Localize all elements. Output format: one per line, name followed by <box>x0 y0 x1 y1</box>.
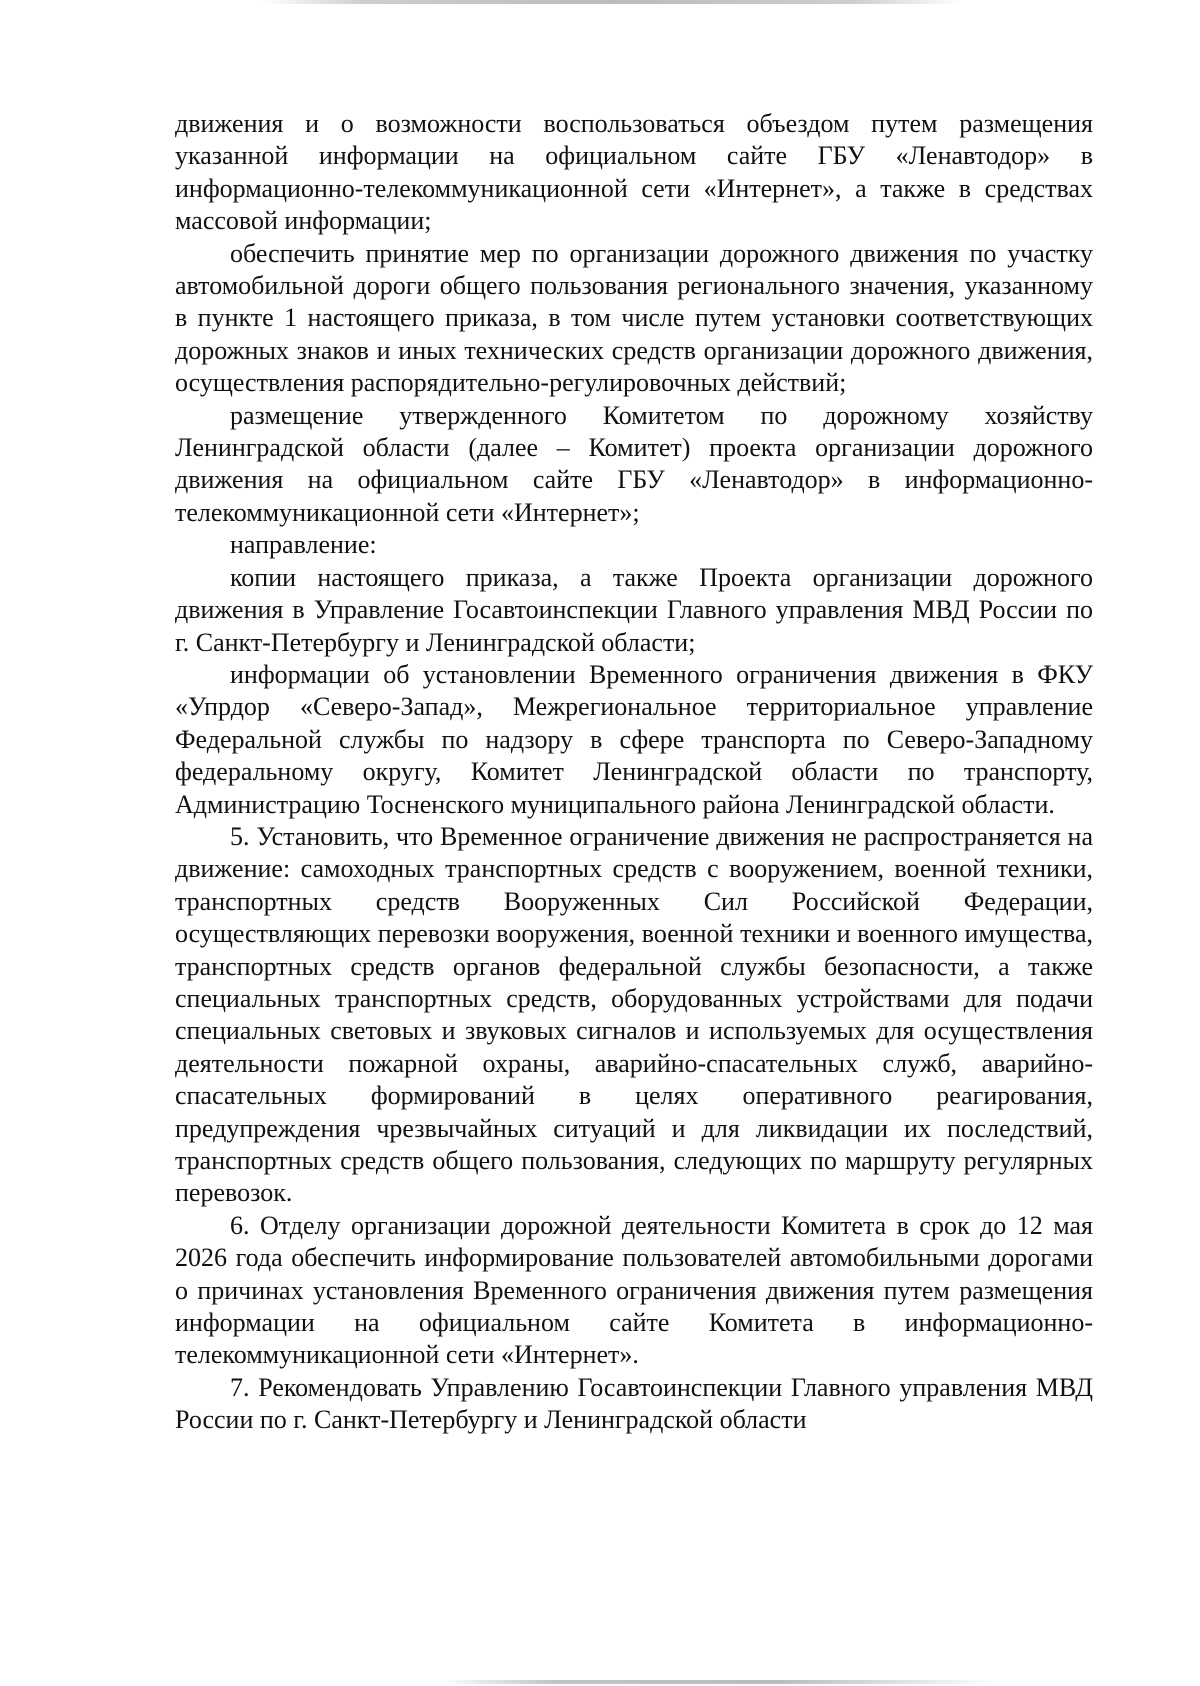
paragraph-restriction-info: информации об установлении Временного ограничения движения в ФКУ «Упрдор «Северо-Запад», Межрегиональное территориальное управление Федеральной службы по надзору в сфере транспорта по Северо-Западному федеральному округу, Комитет Ленинградской области по транспорту, Администрацию Тосненского муниципального района Ленинградской области. <box>175 659 1093 819</box>
paragraph-direction-heading: направление: <box>230 530 377 560</box>
scan-edge-bottom <box>440 1680 1000 1684</box>
paragraph-order-copies: копии настоящего приказа, а также Проекта организации дорожного движения в Управление Госавтоинспекции Главного управления МВД России по г. Санкт-Петербургу и Ленинградской области; <box>175 562 1093 657</box>
paragraph-continuation: движения и о возможности воспользоваться объездом путем размещения указанной информации на официальном сайте ГБУ «Ленавтодор» в информационно-телекоммуникационной сети «Интернет», а также в средствах массовой информации; <box>175 109 1093 236</box>
paragraph-item-6: 6. Отделу организации дорожной деятельности Комитета в срок до 12 мая 2026 года обеспечить информирование пользователей автомобильными дорогами о причинах установления Временного ограничения движения путем размещения информации на официальном сайте Комитета в информационно-телекоммуникационной сети «Интернет». <box>175 1210 1093 1370</box>
paragraph-traffic-measures: обеспечить принятие мер по организации дорожного движения по участку автомобильной дороги общего пользования регионального значения, указанному в пункте 1 настоящего приказа, в том числе путем установки соответствующих дорожных знаков и иных технических средств организации дорожного движения, осуществления распорядительно-регулировочных действий; <box>175 238 1093 398</box>
paragraph-project-publication: размещение утвержденного Комитетом по дорожному хозяйству Ленинградской области (далее – Комитет) проекта организации дорожного движения на официальном сайте ГБУ «Ленавтодор» в информационно-телекоммуникационной сети «Интернет»; <box>175 400 1093 527</box>
paragraph-item-5: 5. Установить, что Временное ограничение движения не распространяется на движение: самоходных транспортных средств с вооружением, военной техники, транспортных средств Вооруженных Сил Российской Федерации, осуществляющих перевозки вооружения, военной техники и военного имущества, транспортных средств органов федеральной службы безопасности, а также специальных транспортных средств, оборудованных устройствами для подачи специальных световых и звуковых сигналов и используемых для осуществления деятельности пожарной охраны, аварийно-спасательных служб, аварийно-спасательных формирований в целях оперативного реагирования, предупреждения чрезвычайных ситуаций и для ликвидации их последствий, транспортных средств общего пользования, следующих по маршруту регулярных перевозок. <box>175 821 1093 1208</box>
scan-edge-top <box>260 0 960 4</box>
document-body <box>175 108 1093 1437</box>
paragraph-item-7: 7. Рекомендовать Управлению Госавтоинспекции Главного управления МВД России по г. Санкт-Петербургу и Ленинградской области <box>175 1372 1093 1435</box>
